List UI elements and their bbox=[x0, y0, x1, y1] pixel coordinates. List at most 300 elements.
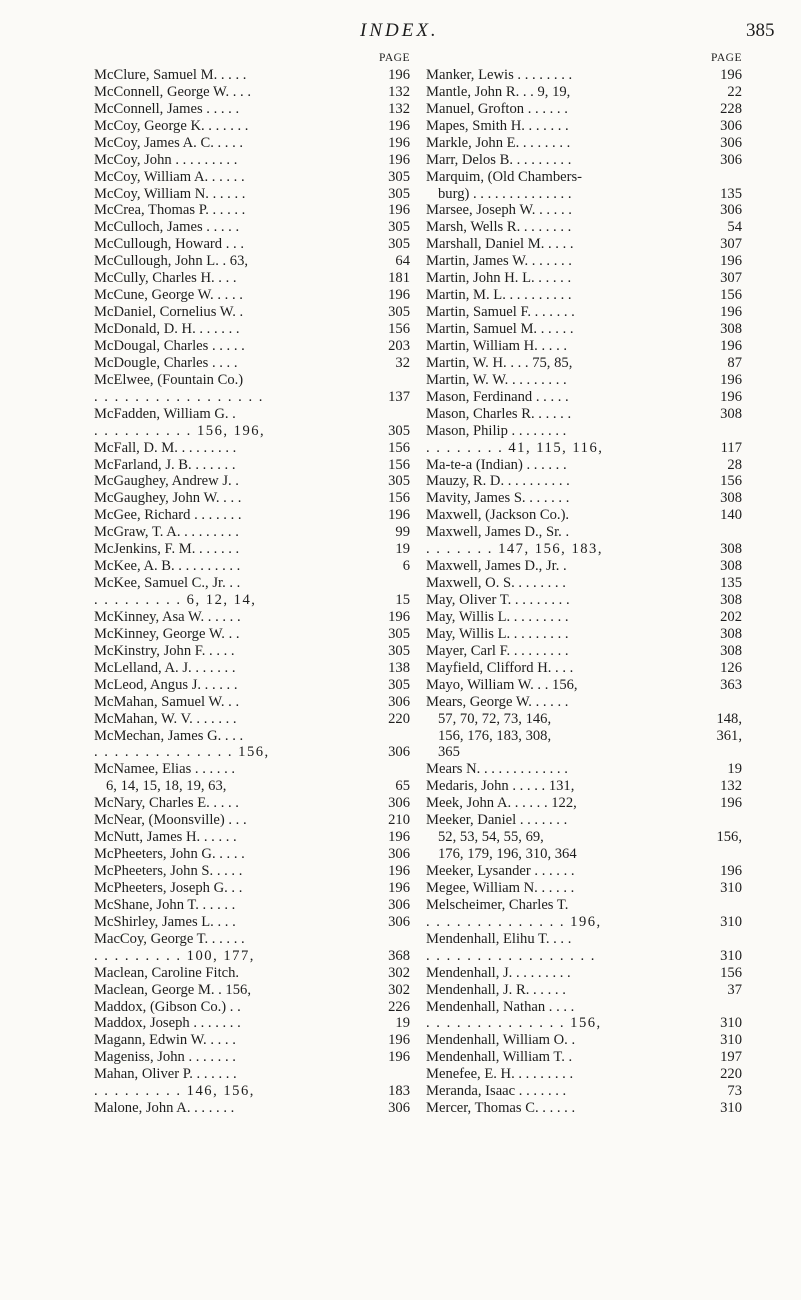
index-entry bbox=[94, 169, 410, 186]
entry-name: McNary, Charles E. . . . . bbox=[94, 795, 239, 812]
entry-name: McConnell, George W. . . . bbox=[94, 83, 252, 100]
entry-name: McCullough, John L. . 63, bbox=[94, 253, 249, 270]
index-entry bbox=[94, 1066, 410, 1083]
entry-page-numbers: 197 bbox=[720, 1049, 742, 1066]
entry-page-numbers: 228 bbox=[720, 100, 742, 117]
index-entry bbox=[426, 219, 742, 236]
index-entry bbox=[94, 965, 410, 982]
entry-page-numbers: 196 bbox=[388, 117, 410, 134]
entry-name: Maclean, George M. . 156, bbox=[94, 981, 251, 998]
entry-page-numbers: 156 bbox=[388, 490, 410, 507]
index-entry bbox=[94, 1083, 410, 1100]
index-entry bbox=[426, 372, 742, 389]
entry-name: McGaughey, Andrew J. . bbox=[94, 473, 239, 490]
entry-name: Maxwell, O. S. . . . . . . . bbox=[426, 575, 566, 592]
index-entry bbox=[94, 863, 410, 880]
index-entry bbox=[94, 423, 410, 440]
entry-page-numbers: 308 bbox=[720, 558, 742, 575]
index-entry bbox=[426, 711, 742, 728]
entry-page-numbers: 310 bbox=[720, 913, 742, 930]
entry-page-numbers bbox=[378, 372, 410, 389]
entry-name: Mendenhall, J. R. . . . . . bbox=[426, 981, 566, 998]
entry-page-numbers: 196 bbox=[388, 879, 410, 896]
entry-page-numbers: 196 bbox=[720, 863, 742, 879]
entry-page-numbers: 306 bbox=[388, 1100, 410, 1117]
entry-name: McCully, Charles H. . . . bbox=[94, 270, 237, 287]
index-entry bbox=[94, 812, 410, 829]
entry-page-numbers bbox=[710, 999, 742, 1016]
entry-name: Mayfield, Clifford H. . . . bbox=[426, 659, 574, 676]
entry-page-numbers: 54 bbox=[727, 219, 742, 236]
entry-page-numbers: 308 bbox=[720, 642, 742, 659]
entry-name: McDaniel, Cornelius W. . bbox=[94, 304, 244, 321]
entry-name: Markle, John E. . . . . . . . bbox=[426, 134, 571, 151]
index-entry bbox=[94, 1049, 410, 1066]
entry-page-numbers: 305 bbox=[388, 473, 410, 490]
entry-page-numbers: 6 bbox=[402, 558, 410, 575]
entry-page-numbers: 210 bbox=[388, 812, 410, 829]
entry-name: McKee, Samuel C., Jr. . . bbox=[94, 575, 241, 592]
index-entry bbox=[94, 609, 410, 626]
entry-name: Marsh, Wells R. . . . . . . . bbox=[426, 219, 572, 236]
index-entry bbox=[94, 1032, 410, 1049]
entry-name: Martin, William H. . . . . bbox=[426, 337, 568, 354]
entry-name: Martin, Samuel M. . . . . . bbox=[426, 321, 574, 337]
index-entry bbox=[94, 406, 410, 423]
entry-name: Meek, John A. . . . . . 122, bbox=[426, 795, 577, 812]
index-entry bbox=[426, 135, 742, 152]
entry-name: 57, 70, 72, 73, 146, bbox=[438, 710, 552, 727]
entry-name: Marquim, (Old Chambers- bbox=[426, 168, 583, 185]
index-entry bbox=[94, 914, 410, 931]
entry-name: 176, 179, 196, 310, 364 bbox=[438, 846, 577, 863]
entry-page-numbers: 305 bbox=[388, 422, 410, 439]
entry-page-numbers: 305 bbox=[388, 236, 410, 253]
index-entry bbox=[94, 355, 410, 372]
index-entry bbox=[426, 321, 742, 338]
index-entry bbox=[426, 948, 742, 965]
running-title: INDEX. bbox=[360, 20, 439, 41]
entry-name: McFall, D. M. . . . . . . . . bbox=[94, 439, 237, 456]
entry-name: Mantle, John R. . . 9, 19, bbox=[426, 83, 571, 100]
entry-name: Mendenhall, William T. . bbox=[426, 1049, 573, 1066]
entry-name: Maddox, (Gibson Co.) . . bbox=[94, 998, 241, 1015]
index-entry bbox=[94, 778, 410, 795]
entry-page-numbers: 196 bbox=[388, 608, 410, 625]
entry-page-numbers: 28 bbox=[727, 456, 742, 473]
index-entry bbox=[94, 728, 410, 745]
entry-name: Maxwell, James D., Jr. . bbox=[426, 558, 567, 575]
entry-page-numbers: 22 bbox=[727, 83, 742, 100]
index-entry bbox=[426, 473, 742, 490]
entry-name: McShirley, James L. . . . bbox=[94, 913, 236, 930]
index-entry bbox=[426, 524, 742, 541]
entry-name: . . . . . . . . . 146, 156, bbox=[94, 1083, 255, 1100]
entry-name: Mayer, Carl F. . . . . . . . . bbox=[426, 642, 569, 659]
index-entry bbox=[94, 524, 410, 541]
entry-name: . . . . . . . . . . . . . . . . . bbox=[426, 947, 596, 964]
entry-page-numbers bbox=[710, 931, 742, 948]
entry-name: Melscheimer, Charles T. bbox=[426, 896, 569, 913]
entry-name: . . . . . . . . . . . . . . 156, bbox=[426, 1015, 602, 1032]
index-entry bbox=[94, 931, 410, 948]
index-entry bbox=[94, 982, 410, 999]
entry-name: McNutt, James H. . . . . . bbox=[94, 829, 237, 846]
entry-name: Maxwell, James D., Sr. . bbox=[426, 524, 570, 541]
entry-name: McDougal, Charles . . . . . bbox=[94, 337, 245, 354]
index-entry bbox=[94, 999, 410, 1016]
index-entry bbox=[426, 270, 742, 287]
entry-name: McFarland, J. B. . . . . . . bbox=[94, 456, 236, 473]
index-entry bbox=[426, 931, 742, 948]
index-entry bbox=[94, 473, 410, 490]
entry-name: Manker, Lewis . . . . . . . . bbox=[426, 66, 573, 83]
entry-page-numbers: 306 bbox=[388, 846, 410, 863]
entry-name: 6, 14, 15, 18, 19, 63, bbox=[106, 778, 227, 795]
index-entry bbox=[426, 406, 742, 423]
entry-page-numbers: 65 bbox=[395, 778, 410, 795]
index-entry bbox=[426, 1066, 742, 1083]
index-entry bbox=[94, 846, 410, 863]
entry-name: Maclean, Caroline Fitch. bbox=[94, 964, 240, 981]
entry-page-numbers: 156 bbox=[720, 287, 742, 304]
index-entry bbox=[94, 1015, 410, 1032]
entry-page-numbers: 19 bbox=[395, 541, 410, 558]
entry-page-numbers: 220 bbox=[720, 1066, 742, 1083]
entry-name: . . . . . . . . . . . . . . . . . bbox=[94, 388, 264, 405]
entry-name: McMechan, James G. . . . bbox=[94, 727, 244, 744]
entry-page-numbers: 196 bbox=[720, 337, 742, 354]
entry-name: 52, 53, 54, 55, 69, bbox=[438, 829, 544, 846]
entry-page-numbers bbox=[710, 694, 742, 711]
entry-page-numbers: 306 bbox=[720, 202, 742, 219]
entry-page-numbers: 117 bbox=[720, 439, 742, 456]
entry-page-numbers: 135 bbox=[720, 185, 742, 202]
entry-name: . . . . . . . . . . . . . . 156, bbox=[94, 744, 270, 761]
entry-name: 365 bbox=[438, 744, 460, 761]
entry-page-numbers: 310 bbox=[720, 1100, 742, 1117]
index-entry bbox=[426, 914, 742, 931]
entry-page-numbers: 196 bbox=[720, 795, 742, 812]
entry-page-numbers: 308 bbox=[720, 592, 742, 608]
entry-name: Mason, Ferdinand . . . . . bbox=[426, 388, 569, 405]
index-entry bbox=[426, 202, 742, 219]
entry-page-numbers: 73 bbox=[727, 1083, 742, 1100]
entry-name: Mason, Philip . . . . . . . . bbox=[426, 422, 567, 439]
index-entry bbox=[94, 287, 410, 304]
entry-name: . . . . . . . . . 100, 177, bbox=[94, 947, 255, 964]
entry-name: MacCoy, George T. . . . . . bbox=[94, 930, 245, 947]
entry-page-numbers: 196 bbox=[388, 202, 410, 219]
index-entry bbox=[94, 643, 410, 660]
entry-name: McConnell, James . . . . . bbox=[94, 100, 240, 117]
entry-page-numbers: 132 bbox=[388, 83, 410, 100]
entry-name: Martin, W. H. . . . 75, 85, bbox=[426, 354, 573, 371]
entry-page-numbers: 306 bbox=[720, 117, 742, 134]
index-entry bbox=[94, 389, 410, 406]
entry-name: McDonald, D. H. . . . . . . bbox=[94, 321, 240, 337]
entry-name: Mayo, William W. . . 156, bbox=[426, 676, 578, 693]
index-entry bbox=[94, 829, 410, 846]
entry-name: burg) . . . . . . . . . . . . . . bbox=[438, 185, 572, 202]
entry-page-numbers: 156 bbox=[388, 456, 410, 473]
entry-page-numbers: 310 bbox=[720, 1032, 742, 1049]
entry-name: Medaris, John . . . . . 131, bbox=[426, 778, 575, 795]
entry-page-numbers bbox=[710, 846, 742, 863]
index-column-right bbox=[426, 50, 742, 1117]
entry-page-numbers: 196 bbox=[388, 151, 410, 168]
entry-name: . . . . . . . 147, 156, 183, bbox=[426, 541, 603, 558]
entry-name: Martin, Samuel F. . . . . . . bbox=[426, 304, 575, 321]
index-entry bbox=[426, 575, 742, 592]
entry-page-numbers bbox=[710, 524, 742, 541]
entry-page-numbers: 361, bbox=[716, 727, 742, 744]
entry-name: McMahan, W. V. . . . . . . bbox=[94, 710, 237, 727]
index-entry bbox=[94, 744, 410, 761]
entry-page-numbers: 137 bbox=[388, 388, 410, 405]
index-entry bbox=[94, 84, 410, 101]
entry-name: McKee, A. B. . . . . . . . . . bbox=[94, 558, 241, 575]
entry-name: Magann, Edwin W. . . . . bbox=[94, 1032, 236, 1049]
entry-page-numbers: 306 bbox=[720, 134, 742, 151]
entry-page-numbers: 196 bbox=[720, 388, 742, 405]
index-entry bbox=[94, 694, 410, 711]
entry-page-numbers bbox=[710, 169, 742, 186]
index-entry bbox=[426, 457, 742, 474]
entry-name: McNamee, Elias . . . . . . bbox=[94, 761, 236, 778]
index-entry bbox=[94, 795, 410, 812]
entry-page-numbers: 305 bbox=[388, 168, 410, 185]
index-entry bbox=[426, 101, 742, 118]
page-column-heading: PAGE bbox=[711, 52, 742, 64]
index-entry bbox=[94, 219, 410, 236]
index-entry bbox=[426, 355, 742, 372]
entry-page-numbers: 305 bbox=[388, 625, 410, 642]
index-entry bbox=[94, 304, 410, 321]
entry-page-numbers: 196 bbox=[388, 863, 410, 879]
index-entry bbox=[426, 694, 742, 711]
index-entry bbox=[426, 829, 742, 846]
index-entry bbox=[426, 880, 742, 897]
index-entry bbox=[426, 626, 742, 643]
index-entry bbox=[426, 1015, 742, 1032]
entry-page-numbers bbox=[378, 1066, 410, 1083]
entry-page-numbers: 183 bbox=[388, 1083, 410, 1100]
entry-name: McCullough, Howard . . . bbox=[94, 236, 244, 253]
entry-page-numbers: 32 bbox=[395, 354, 410, 371]
entry-page-numbers: 305 bbox=[388, 304, 410, 321]
entry-page-numbers bbox=[378, 406, 410, 423]
entry-name: McKinney, Asa W. . . . . . bbox=[94, 608, 241, 625]
index-entry bbox=[426, 965, 742, 982]
entry-page-numbers bbox=[710, 744, 742, 761]
index-entry bbox=[94, 592, 410, 609]
index-entry bbox=[94, 321, 410, 338]
index-entry bbox=[94, 897, 410, 914]
index-entry bbox=[426, 1032, 742, 1049]
entry-name: . . . . . . . . . 6, 12, 14, bbox=[94, 592, 257, 608]
entry-page-numbers: 308 bbox=[720, 625, 742, 642]
index-entry bbox=[426, 423, 742, 440]
entry-page-numbers: 138 bbox=[388, 659, 410, 676]
index-entry bbox=[94, 677, 410, 694]
entry-page-numbers: 310 bbox=[720, 947, 742, 964]
index-entry bbox=[426, 999, 742, 1016]
index-entry bbox=[426, 778, 742, 795]
entry-name: McCoy, William A. . . . . . bbox=[94, 168, 245, 185]
index-entry bbox=[426, 660, 742, 677]
page-number: 385 bbox=[746, 20, 775, 41]
entry-page-numbers: 220 bbox=[388, 710, 410, 727]
entry-name: McFadden, William G. . bbox=[94, 405, 236, 422]
entry-name: May, Willis L. . . . . . . . . bbox=[426, 625, 569, 642]
entry-page-numbers bbox=[710, 897, 742, 914]
entry-name: Mears, George W. . . . . . bbox=[426, 693, 569, 710]
entry-page-numbers: 202 bbox=[720, 608, 742, 625]
entry-page-numbers bbox=[710, 423, 742, 440]
entry-page-numbers: 19 bbox=[727, 761, 742, 778]
index-entry bbox=[426, 609, 742, 626]
entry-page-numbers bbox=[378, 575, 410, 592]
index-entry bbox=[426, 1083, 742, 1100]
entry-page-numbers: 305 bbox=[388, 185, 410, 202]
entry-page-numbers: 140 bbox=[720, 507, 742, 524]
index-entry bbox=[426, 389, 742, 406]
index-entry bbox=[94, 558, 410, 575]
entry-page-numbers: 196 bbox=[720, 66, 742, 83]
index-entry bbox=[94, 948, 410, 965]
entry-page-numbers: 203 bbox=[388, 337, 410, 354]
entry-page-numbers: 196 bbox=[388, 66, 410, 83]
entry-name: Maddox, Joseph . . . . . . . bbox=[94, 1015, 241, 1032]
entry-name: Marshall, Daniel M. . . . . bbox=[426, 236, 574, 253]
entry-page-numbers: 307 bbox=[720, 270, 742, 287]
entry-name: McKinney, George W. . . bbox=[94, 625, 240, 642]
index-entry bbox=[94, 626, 410, 643]
entry-name: Martin, John H. L. . . . . . bbox=[426, 270, 572, 287]
entry-name: Menefee, E. H. . . . . . . . . bbox=[426, 1066, 574, 1083]
entry-name: McCoy, James A. C. . . . . bbox=[94, 134, 244, 151]
entry-name: McShane, John T. . . . . . bbox=[94, 896, 236, 913]
entry-name: May, Oliver T. . . . . . . . . bbox=[426, 592, 570, 608]
entry-name: McCoy, John . . . . . . . . . bbox=[94, 151, 238, 168]
entry-name: Mendenhall, J. . . . . . . . . bbox=[426, 964, 571, 981]
index-entry bbox=[426, 677, 742, 694]
entry-name: . . . . . . . . 41, 115, 116, bbox=[426, 439, 604, 456]
index-entry bbox=[426, 846, 742, 863]
entry-page-numbers: 368 bbox=[388, 947, 410, 964]
entry-name: McCrea, Thomas P. . . . . . bbox=[94, 202, 246, 219]
entry-name: McDougle, Charles . . . . bbox=[94, 354, 238, 371]
entry-name: Mendenhall, Nathan . . . . bbox=[426, 998, 575, 1015]
entry-name: Ma-te-a (Indian) . . . . . . bbox=[426, 456, 567, 473]
entry-page-numbers: 302 bbox=[388, 964, 410, 981]
entry-name: Martin, M. L. . . . . . . . . . bbox=[426, 287, 572, 304]
entry-page-numbers: 308 bbox=[720, 321, 742, 337]
index-entry bbox=[426, 253, 742, 270]
index-entry bbox=[426, 440, 742, 457]
entry-page-numbers: 306 bbox=[388, 744, 410, 761]
entry-page-numbers: 19 bbox=[395, 1015, 410, 1032]
entry-page-numbers: 310 bbox=[720, 1015, 742, 1032]
entry-page-numbers: 196 bbox=[720, 304, 742, 321]
entry-page-numbers: 196 bbox=[388, 507, 410, 524]
index-entry bbox=[94, 507, 410, 524]
entry-name: 156, 176, 183, 308, bbox=[438, 727, 552, 744]
entry-page-numbers: 196 bbox=[388, 829, 410, 846]
entry-page-numbers: 64 bbox=[395, 253, 410, 270]
entry-page-numbers: 307 bbox=[720, 236, 742, 253]
entry-page-numbers: 99 bbox=[395, 524, 410, 541]
index-entry bbox=[426, 152, 742, 169]
entry-page-numbers: 156 bbox=[720, 473, 742, 490]
entry-page-numbers bbox=[710, 812, 742, 829]
entry-name: Marsee, Joseph W. . . . . . bbox=[426, 202, 572, 219]
index-entry bbox=[94, 1100, 410, 1117]
entry-page-numbers: 363 bbox=[720, 676, 742, 693]
entry-name: McClure, Samuel M. . . . . bbox=[94, 66, 247, 83]
entry-name: McGaughey, John W. . . . bbox=[94, 490, 242, 507]
index-entry bbox=[426, 118, 742, 135]
index-entry bbox=[426, 67, 742, 84]
index-entry bbox=[94, 490, 410, 507]
index-entry bbox=[94, 880, 410, 897]
entry-page-numbers: 156 bbox=[388, 321, 410, 337]
entry-page-numbers: 226 bbox=[388, 998, 410, 1015]
index-entry bbox=[426, 186, 742, 203]
entry-name: Mauzy, R. D. . . . . . . . . . bbox=[426, 473, 570, 490]
index-entry bbox=[426, 643, 742, 660]
entry-name: McPheeters, John G. . . . . bbox=[94, 846, 245, 863]
index-entry bbox=[94, 541, 410, 558]
index-entry bbox=[94, 135, 410, 152]
entry-page-numbers: 308 bbox=[720, 541, 742, 558]
index-entry bbox=[426, 795, 742, 812]
page-header bbox=[0, 20, 801, 50]
entry-name: Malone, John A. . . . . . . bbox=[94, 1100, 235, 1117]
entry-name: Mapes, Smith H. . . . . . . bbox=[426, 117, 569, 134]
index-entry bbox=[94, 202, 410, 219]
entry-name: Mageniss, John . . . . . . . bbox=[94, 1049, 236, 1066]
index-entry bbox=[94, 372, 410, 389]
entry-page-numbers: 306 bbox=[388, 896, 410, 913]
entry-name: McPheeters, Joseph G. . . bbox=[94, 879, 243, 896]
entry-name: McPheeters, John S. . . . . bbox=[94, 863, 243, 879]
index-entry bbox=[426, 304, 742, 321]
index-entry bbox=[426, 490, 742, 507]
entry-page-numbers: 196 bbox=[388, 287, 410, 304]
entry-page-numbers: 306 bbox=[720, 151, 742, 168]
index-entry bbox=[94, 711, 410, 728]
index-entry bbox=[426, 507, 742, 524]
entry-name: McLelland, A. J. . . . . . . bbox=[94, 659, 236, 676]
entry-name: McCune, George W. . . . . bbox=[94, 287, 243, 304]
entry-name: Mendenhall, Elihu T. . . . bbox=[426, 930, 572, 947]
entry-name: Mears N. . . . . . . . . . . . . bbox=[426, 761, 568, 778]
entry-page-numbers: 135 bbox=[720, 575, 742, 592]
page-column-heading: PAGE bbox=[379, 52, 410, 64]
entry-name: May, Willis L. . . . . . . . . bbox=[426, 608, 569, 625]
index-entry bbox=[426, 863, 742, 880]
entry-name: McCoy, William N. . . . . . bbox=[94, 185, 246, 202]
index-entry bbox=[94, 270, 410, 287]
entry-page-numbers: 181 bbox=[388, 270, 410, 287]
entry-page-numbers: 308 bbox=[720, 490, 742, 507]
entry-name: Maxwell, (Jackson Co.). bbox=[426, 507, 570, 524]
entry-name: Mavity, James S. . . . . . . bbox=[426, 490, 570, 507]
index-entry bbox=[94, 236, 410, 253]
entry-page-numbers bbox=[378, 931, 410, 948]
